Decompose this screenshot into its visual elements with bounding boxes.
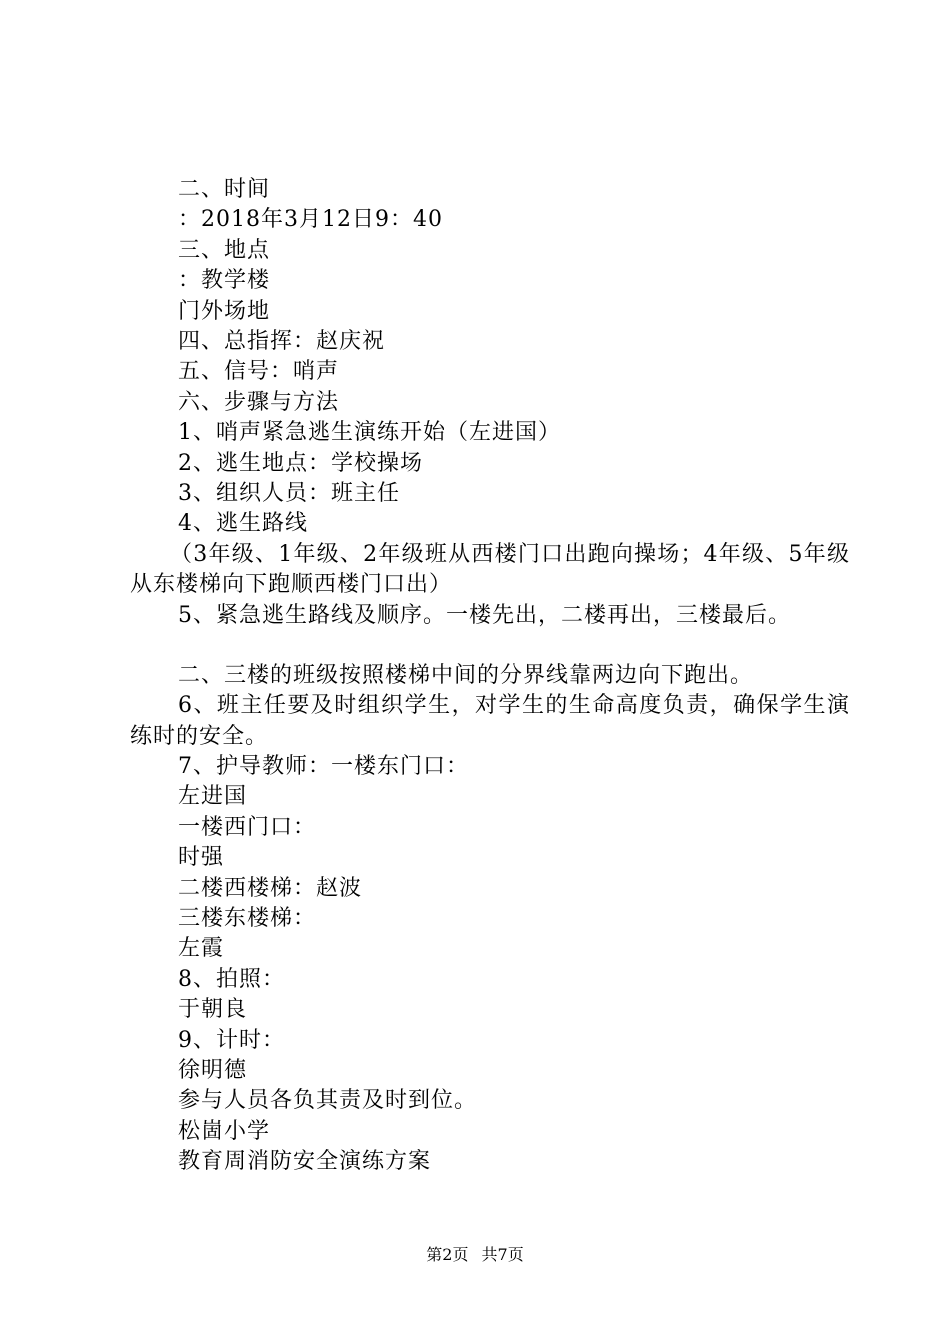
- route-paragraph: （3年级、1年级、2年级班从西楼门口出跑向操场；4年级、5年级从东楼梯向下跑顺西楼门口出）: [130, 541, 850, 598]
- guard-post-2: 一楼西门口：: [178, 814, 317, 840]
- step-3: 3、组织人员：班主任: [178, 480, 400, 506]
- step-1: 1、哨声紧急逃生演练开始（左进国）: [178, 420, 561, 446]
- closing-note: 参与人员各负其责及时到位。: [178, 1088, 478, 1114]
- school-name: 松崮小学: [178, 1118, 271, 1144]
- paragraph-gap: [130, 631, 850, 661]
- guard-name-4: 左霞: [178, 936, 225, 962]
- step-4: 4、逃生路线: [178, 511, 308, 537]
- step-2: 2、逃生地点：学校操场: [178, 450, 423, 476]
- floors-note: 二、三楼的班级按照楼梯中间的分界线靠两边向下跑出。: [178, 662, 754, 688]
- step-7-heading: 7、护导教师：一楼东门口：: [178, 754, 469, 780]
- timer-name: 徐明德: [178, 1058, 248, 1083]
- time-value: ：2018年3月12日9：40: [178, 207, 443, 233]
- section-heading-time: 二、时间: [178, 177, 271, 202]
- section-heading-location: 三、地点: [178, 237, 271, 263]
- document-title-next: 教育周消防安全演练方案: [178, 1149, 432, 1175]
- guard-post-4: 三楼东楼梯：: [178, 906, 317, 932]
- location-value: ：教学楼: [178, 268, 271, 294]
- location-value-cont: 门外场地: [178, 298, 271, 324]
- photographer-name: 于朝良: [178, 997, 248, 1023]
- document-body: [130, 175, 850, 1178]
- guard-post-3: 二楼西楼梯：赵波: [178, 875, 363, 901]
- section-signal: 五、信号：哨声: [178, 359, 340, 385]
- step-5: 5、紧急逃生路线及顺序。一楼先出，二楼再出，三楼最后。: [178, 602, 791, 628]
- step-8-photo: 8、拍照：: [178, 966, 285, 992]
- section-steps-heading: 六、步骤与方法: [178, 389, 340, 415]
- guard-name-1: 左进国: [178, 784, 248, 810]
- section-commander: 四、总指挥：赵庆祝: [178, 328, 386, 354]
- step-6: 6、班主任要及时组织学生，对学生的生命高度负责，确保学生演练时的安全。: [130, 693, 850, 749]
- page-footer: [0, 1242, 950, 1265]
- guard-name-2: 时强: [178, 845, 225, 871]
- step-9-timing: 9、计时：: [178, 1027, 285, 1053]
- page-total: 共7页: [481, 1245, 524, 1264]
- page-number: 第2页: [426, 1245, 469, 1264]
